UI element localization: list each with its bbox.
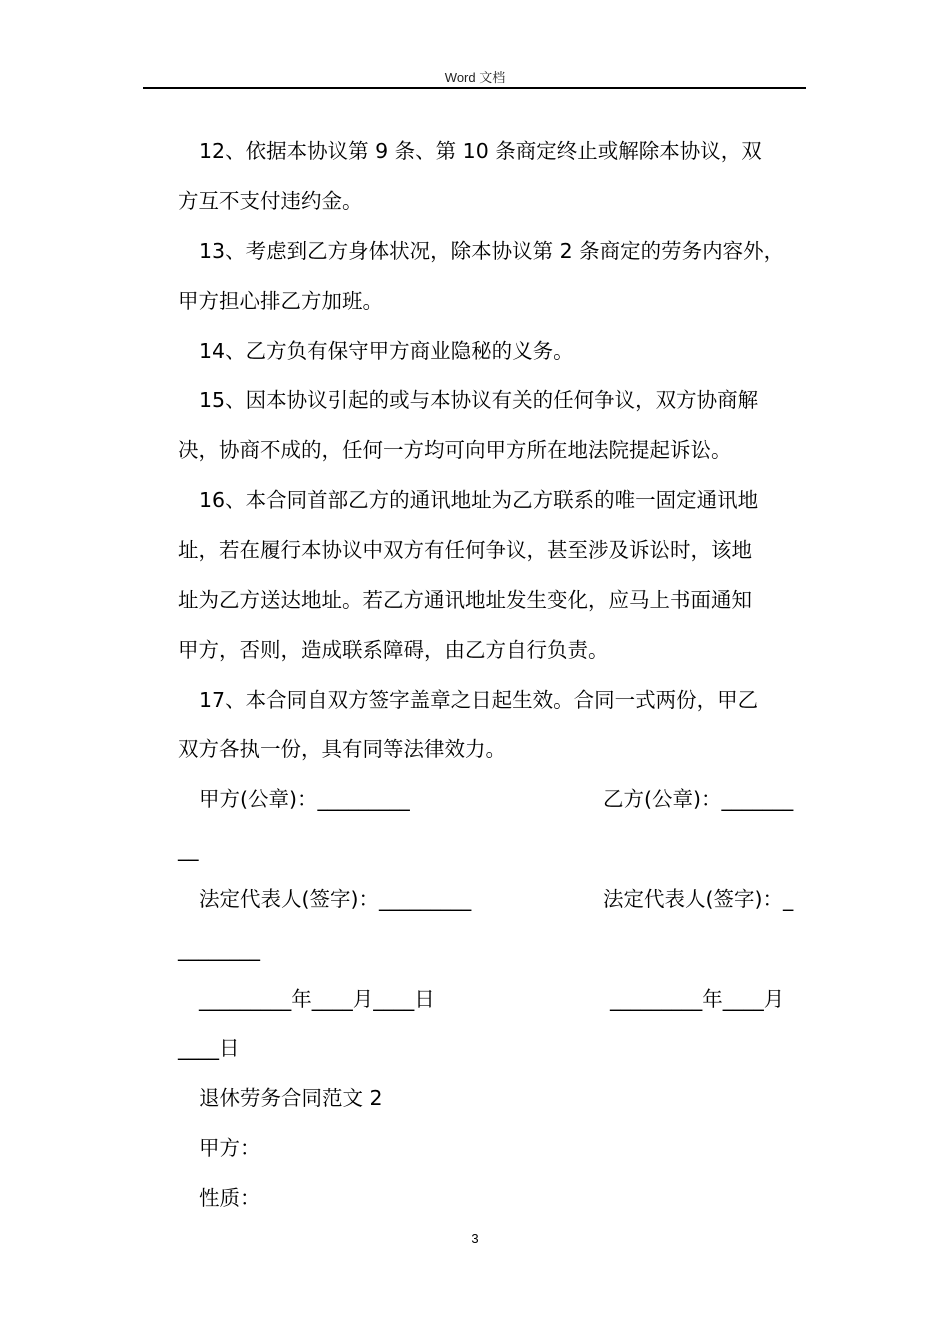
clause-14-line-1: 14、乙方负有保守甲方商业隐秘的义务。 [199, 339, 574, 363]
clause-15-line-1: 15、因本协议引起的或与本协议有关的任何争议，双方协商解 [199, 388, 759, 412]
clause-13-line-2: 甲方担心排乙方加班。 [178, 289, 383, 313]
clause-12-line-2: 方互不支付违约金。 [178, 189, 363, 213]
document-header-title: Word 文档 [444, 70, 506, 85]
clause-16-line-4: 甲方，否则，造成联系障碍，由乙方自行负责。 [178, 638, 609, 662]
party-b-representative-field: 法定代表人(签字)：_ [603, 887, 794, 911]
party-b-date-field-continuation: ____日 [178, 1036, 240, 1060]
party-b-seal-field-continuation: __ [178, 837, 199, 861]
section-title: 退休劳务合同范文 2 [199, 1086, 383, 1110]
party-a-representative-field: 法定代表人(签字)：_________ [199, 887, 472, 911]
party-a-seal-field: 甲方(公章)：_________ [199, 787, 410, 811]
party-a-date-field: _________年____月____日 [199, 987, 435, 1011]
clause-17-line-2: 双方各执一份，具有同等法律效力。 [178, 737, 506, 761]
header-divider [143, 87, 806, 89]
party-b-representative-field-continuation: ________ [178, 937, 260, 961]
clause-13-line-1: 13、考虑到乙方身体状况，除本协议第 2 条商定的劳务内容外， [199, 239, 785, 263]
party-a-label: 甲方： [199, 1136, 261, 1160]
clause-12-line-1: 12、依据本协议第 9 条、第 10 条商定终止或解除本协议，双 [199, 139, 762, 163]
nature-label: 性质： [199, 1186, 261, 1210]
clause-16-line-3: 址为乙方送达地址。若乙方通讯地址发生变化，应马上书面通知 [178, 588, 752, 612]
clause-17-line-1: 17、本合同自双方签字盖章之日起生效。合同一式两份，甲乙 [199, 688, 759, 712]
party-b-date-field: _________年____月 [610, 987, 785, 1011]
clause-16-line-2: 址，若在履行本协议中双方有任何争议，甚至涉及诉讼时，该地 [178, 538, 752, 562]
page-number: 3 [471, 1231, 479, 1246]
party-b-seal-field: 乙方(公章)：_______ [603, 787, 794, 811]
clause-16-line-1: 16、本合同首部乙方的通讯地址为乙方联系的唯一固定通讯地 [199, 488, 759, 512]
clause-15-line-2: 决，协商不成的，任何一方均可向甲方所在地法院提起诉讼。 [178, 438, 732, 462]
